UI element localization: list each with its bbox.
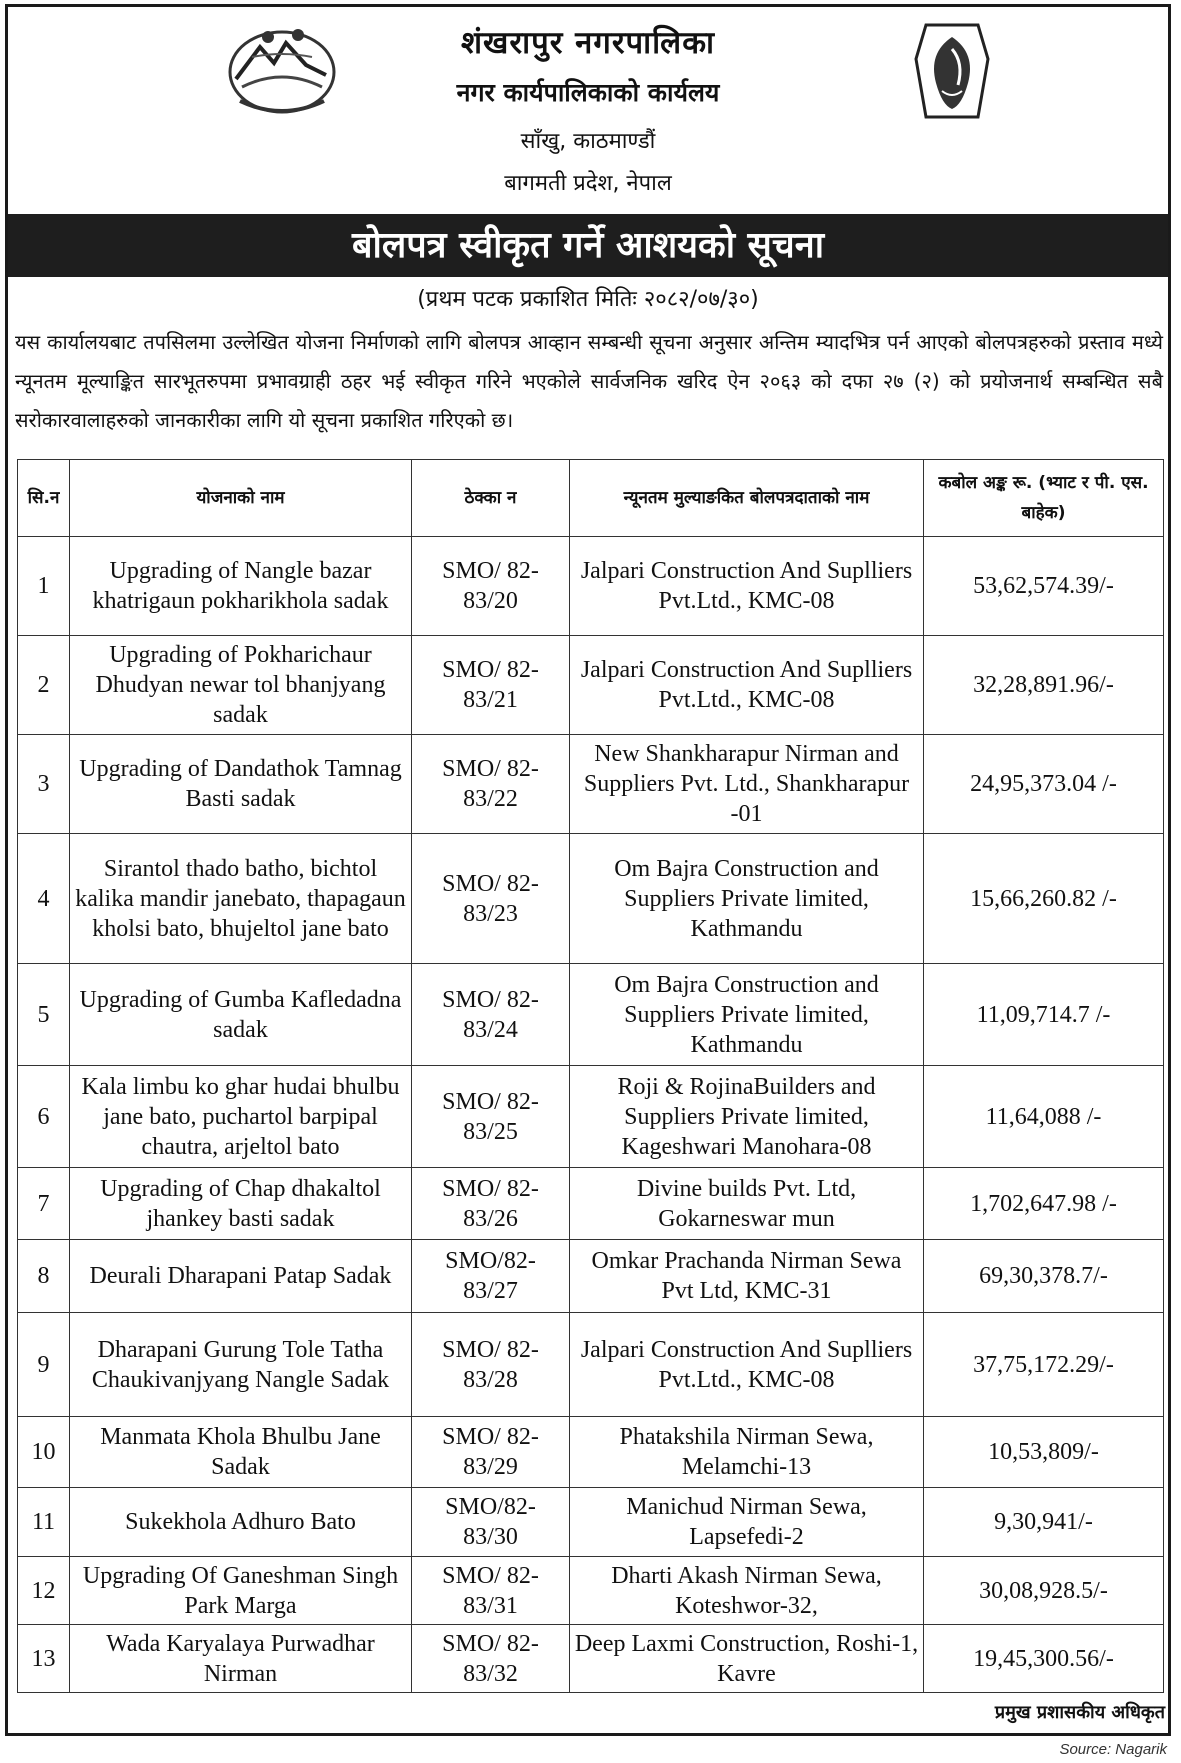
table-header-row [18, 460, 1164, 537]
table-row [18, 834, 1164, 964]
row-project: Upgrading of Chap dhakaltol jhankey basti sadak [70, 1168, 412, 1240]
row-sn: 10 [18, 1417, 70, 1488]
notice-header [8, 7, 1168, 214]
header-bidder-name: न्यूनतम मुल्याङकित बोलपत्रदाताको नाम [570, 460, 924, 537]
tender-notice [5, 4, 1171, 1736]
row-project: Dharapani Gurung Tole Tatha Chaukivanjyang Nangle Sadak [70, 1313, 412, 1417]
notice-title: बोलपत्र स्वीकृत गर्ने आशयको सूचना [8, 214, 1168, 277]
row-amount: 30,08,928.5/- [924, 1557, 1164, 1625]
row-sn: 8 [18, 1240, 70, 1313]
row-project: Upgrading of Pokharichaur Dhudyan newar tol bhanjyang sadak [70, 636, 412, 735]
row-sn: 9 [18, 1313, 70, 1417]
source-credit: Source: Nagarik [1059, 1741, 1167, 1758]
row-amount: 15,66,260.82 /- [924, 834, 1164, 964]
row-contract: SMO/ 82-83/25 [412, 1066, 570, 1168]
row-amount: 11,09,714.7 /- [924, 964, 1164, 1066]
table-row [18, 1488, 1164, 1557]
header-sn: सि.न [18, 460, 70, 537]
row-contract: SMO/ 82-83/24 [412, 964, 570, 1066]
row-project: Upgrading of Nangle bazar khatrigaun pokharikhola sadak [70, 537, 412, 636]
row-project: Upgrading of Dandathok Tamnag Basti sadak [70, 735, 412, 834]
row-bidder: Phatakshila Nirman Sewa, Melamchi-13 [570, 1417, 924, 1488]
row-contract: SMO/ 82-83/32 [412, 1625, 570, 1693]
row-sn: 3 [18, 735, 70, 834]
row-contract: SMO/ 82-83/29 [412, 1417, 570, 1488]
row-contract: SMO/ 82-83/26 [412, 1168, 570, 1240]
row-sn: 12 [18, 1557, 70, 1625]
notice-body-text: यस कार्यालयबाट तपसिलमा उल्लेखित योजना निर्माणको लागि बोलपत्र आव्हान सम्बन्धी सूचना अनुसार अन्तिम म्यादभित्र पर्न आएको बोलपत्रहरुको प्रस्ताव मध्ये न्यूनतम मूल्याङ्कित सारभूतरुपमा प्रभावग्राही ठहर भई स्वीकृत गरिने भएकोले सार्वजनिक खरिद ऐन २०६३ को दफा २७ (२) को प्रयोजनार्थ सम्बन्धित सबै सरोकारवालाहरुको जानकारीका लागि यो सूचना प्रकाशित गरिएको छ। [15, 330, 1163, 432]
signatory-title: प्रमुख प्रशासकीय अधिकृत [994, 1702, 1165, 1723]
row-bidder: Omkar Prachanda Nirman Sewa Pvt Ltd, KMC-31 [570, 1240, 924, 1313]
row-sn: 11 [18, 1488, 70, 1557]
row-project: Sukekhola Adhuro Bato [70, 1488, 412, 1557]
row-project: Deurali Dharapani Patap Sadak [70, 1240, 412, 1313]
awards-table [17, 459, 1164, 1693]
row-bidder: Dharti Akash Nirman Sewa, Koteshwor-32, [570, 1557, 924, 1625]
row-contract: SMO/ 82-83/21 [412, 636, 570, 735]
row-bidder: Divine builds Pvt. Ltd, Gokarneswar mun [570, 1168, 924, 1240]
row-bidder: Jalpari Construction And Suplliers Pvt.Ltd., KMC-08 [570, 1313, 924, 1417]
row-sn: 2 [18, 636, 70, 735]
table-row [18, 964, 1164, 1066]
row-sn: 1 [18, 537, 70, 636]
row-contract: SMO/82- 83/30 [412, 1488, 570, 1557]
header-contract-no: ठेक्का न [412, 460, 570, 537]
row-bidder: Om Bajra Construction and Suppliers Private limited, Kathmandu [570, 834, 924, 964]
row-sn: 5 [18, 964, 70, 1066]
row-sn: 6 [18, 1066, 70, 1168]
row-amount: 37,75,172.29/- [924, 1313, 1164, 1417]
row-project: Upgrading of Gumba Kafledadna sadak [70, 964, 412, 1066]
row-contract: SMO/ 82-83/28 [412, 1313, 570, 1417]
row-contract: SMO/82- 83/27 [412, 1240, 570, 1313]
row-amount: 9,30,941/- [924, 1488, 1164, 1557]
row-amount: 10,53,809/- [924, 1417, 1164, 1488]
table-row [18, 735, 1164, 834]
publication-date: (प्रथम पटक प्रकाशित मितिः २०८२/०७/३०) [417, 287, 759, 312]
table-row [18, 1240, 1164, 1313]
row-amount: 53,62,574.39/- [924, 537, 1164, 636]
row-bidder: Deep Laxmi Construction, Roshi-1, Kavre [570, 1625, 924, 1693]
table-row [18, 1557, 1164, 1625]
row-amount: 19,45,300.56/- [924, 1625, 1164, 1693]
table-row [18, 1168, 1164, 1240]
row-project: Manmata Khola Bhulbu Jane Sadak [70, 1417, 412, 1488]
row-amount: 1,702,647.98 /- [924, 1168, 1164, 1240]
office-name: नगर कार्यपालिकाको कार्यलय [456, 78, 720, 107]
row-bidder: New Shankharapur Nirman and Suppliers Pvt. Ltd., Shankharapur -01 [570, 735, 924, 834]
table-row [18, 1625, 1164, 1693]
row-project: Sirantol thado batho, bichtol kalika mandir janebato, thapagaun kholsi bato, bhujeltol jane bato [70, 834, 412, 964]
table-row [18, 537, 1164, 636]
row-sn: 13 [18, 1625, 70, 1693]
row-amount: 24,95,373.04 /- [924, 735, 1164, 834]
row-bidder: Manichud Nirman Sewa, Lapsefedi-2 [570, 1488, 924, 1557]
header-bid-amount: कबोल अङ्क रू. (भ्याट र पी. एस. बाहेक) [924, 460, 1164, 537]
province-line: बागमती प्रदेश, नेपाल [504, 171, 672, 196]
row-sn: 7 [18, 1168, 70, 1240]
row-bidder: Roji & RojinaBuilders and Suppliers Private limited, Kageshwari Manohara-08 [570, 1066, 924, 1168]
table-row [18, 1066, 1164, 1168]
row-project: Kala limbu ko ghar hudai bhulbu jane bato, puchartol barpipal chautra, arjeltol bato [70, 1066, 412, 1168]
row-amount: 69,30,378.7/- [924, 1240, 1164, 1313]
header-project-name: योजनाको नाम [70, 460, 412, 537]
row-contract: SMO/ 82-83/22 [412, 735, 570, 834]
table-row [18, 636, 1164, 735]
row-amount: 11,64,088 /- [924, 1066, 1164, 1168]
row-project: Upgrading Of Ganeshman Singh Park Marga [70, 1557, 412, 1625]
row-bidder: Jalpari Construction And Suplliers Pvt.Ltd., KMC-08 [570, 537, 924, 636]
row-contract: SMO/ 82-83/31 [412, 1557, 570, 1625]
row-contract: SMO/ 82-83/20 [412, 537, 570, 636]
row-amount: 32,28,891.96/- [924, 636, 1164, 735]
table-row [18, 1417, 1164, 1488]
row-bidder: Om Bajra Construction and Suppliers Private limited, Kathmandu [570, 964, 924, 1066]
office-address: साँखु, काठमाण्डौं [520, 129, 656, 154]
row-project: Wada Karyalaya Purwadhar Nirman [70, 1625, 412, 1693]
row-bidder: Jalpari Construction And Suplliers Pvt.Ltd., KMC-08 [570, 636, 924, 735]
municipality-name: शंखरापुर नगरपालिका [460, 25, 716, 61]
row-contract: SMO/ 82-83/23 [412, 834, 570, 964]
table-row [18, 1313, 1164, 1417]
row-sn: 4 [18, 834, 70, 964]
conch-shell-logo-icon [912, 19, 992, 123]
